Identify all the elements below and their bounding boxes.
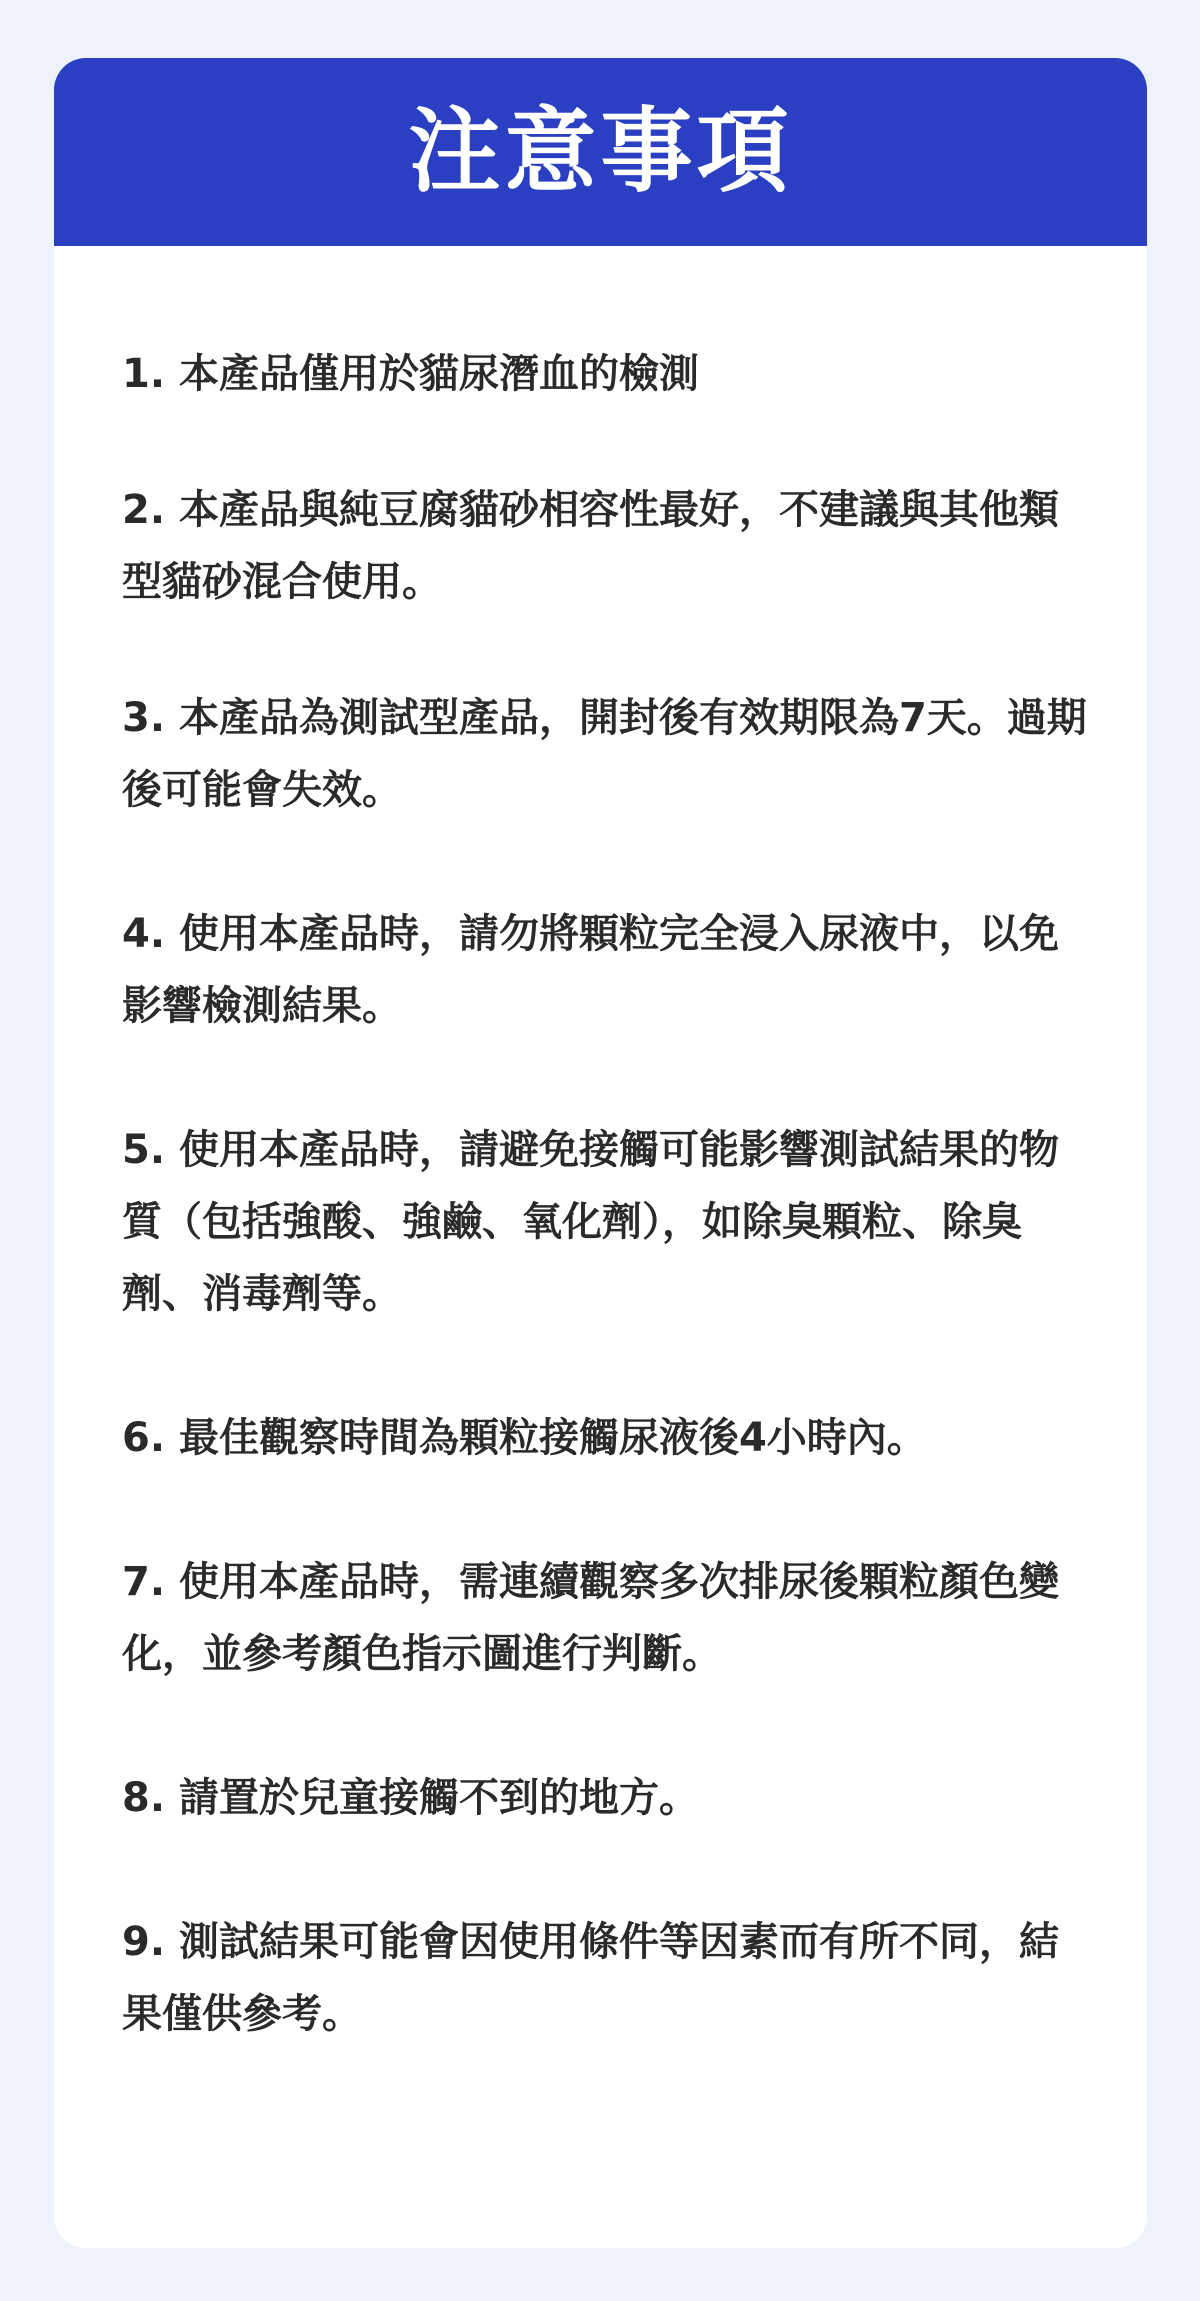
note-item-5: 5. 使用本產品時，請避免接觸可能影響測試結果的物質（包括強酸、強鹼、氧化劑），如除臭顆粒、除臭劑、消毒劑等。 [122, 1127, 1059, 1317]
note-item-9: 9. 測試結果可能會因使用條件等因素而有所不同，結果僅供參考。 [122, 1919, 1059, 2037]
note-item-6: 6. 最佳觀察時間為顆粒接觸尿液後4小時內。 [122, 1415, 927, 1461]
header-banner [54, 58, 1147, 246]
notice-card [54, 58, 1147, 2248]
page-title: 注意事項 [408, 98, 793, 205]
note-item-2: 2. 本產品與純豆腐貓砂相容性最好，不建議與其他類型貓砂混合使用。 [122, 487, 1059, 605]
note-item-7: 7. 使用本產品時，需連續觀察多次排尿後顆粒顏色變化，並參考顏色指示圖進行判斷。 [122, 1559, 1059, 1677]
note-item-4: 4. 使用本產品時，請勿將顆粒完全浸入尿液中，以免影響檢測結果。 [122, 911, 1059, 1029]
note-item-8: 8. 請置於兒童接觸不到的地方。 [122, 1775, 699, 1821]
note-item-3: 3. 本產品為測試型產品，開封後有效期限為7天。過期後可能會失效。 [122, 695, 1087, 813]
notes-list [122, 338, 1087, 2122]
note-item-1: 1. 本產品僅用於貓尿潛血的檢測 [122, 351, 699, 397]
